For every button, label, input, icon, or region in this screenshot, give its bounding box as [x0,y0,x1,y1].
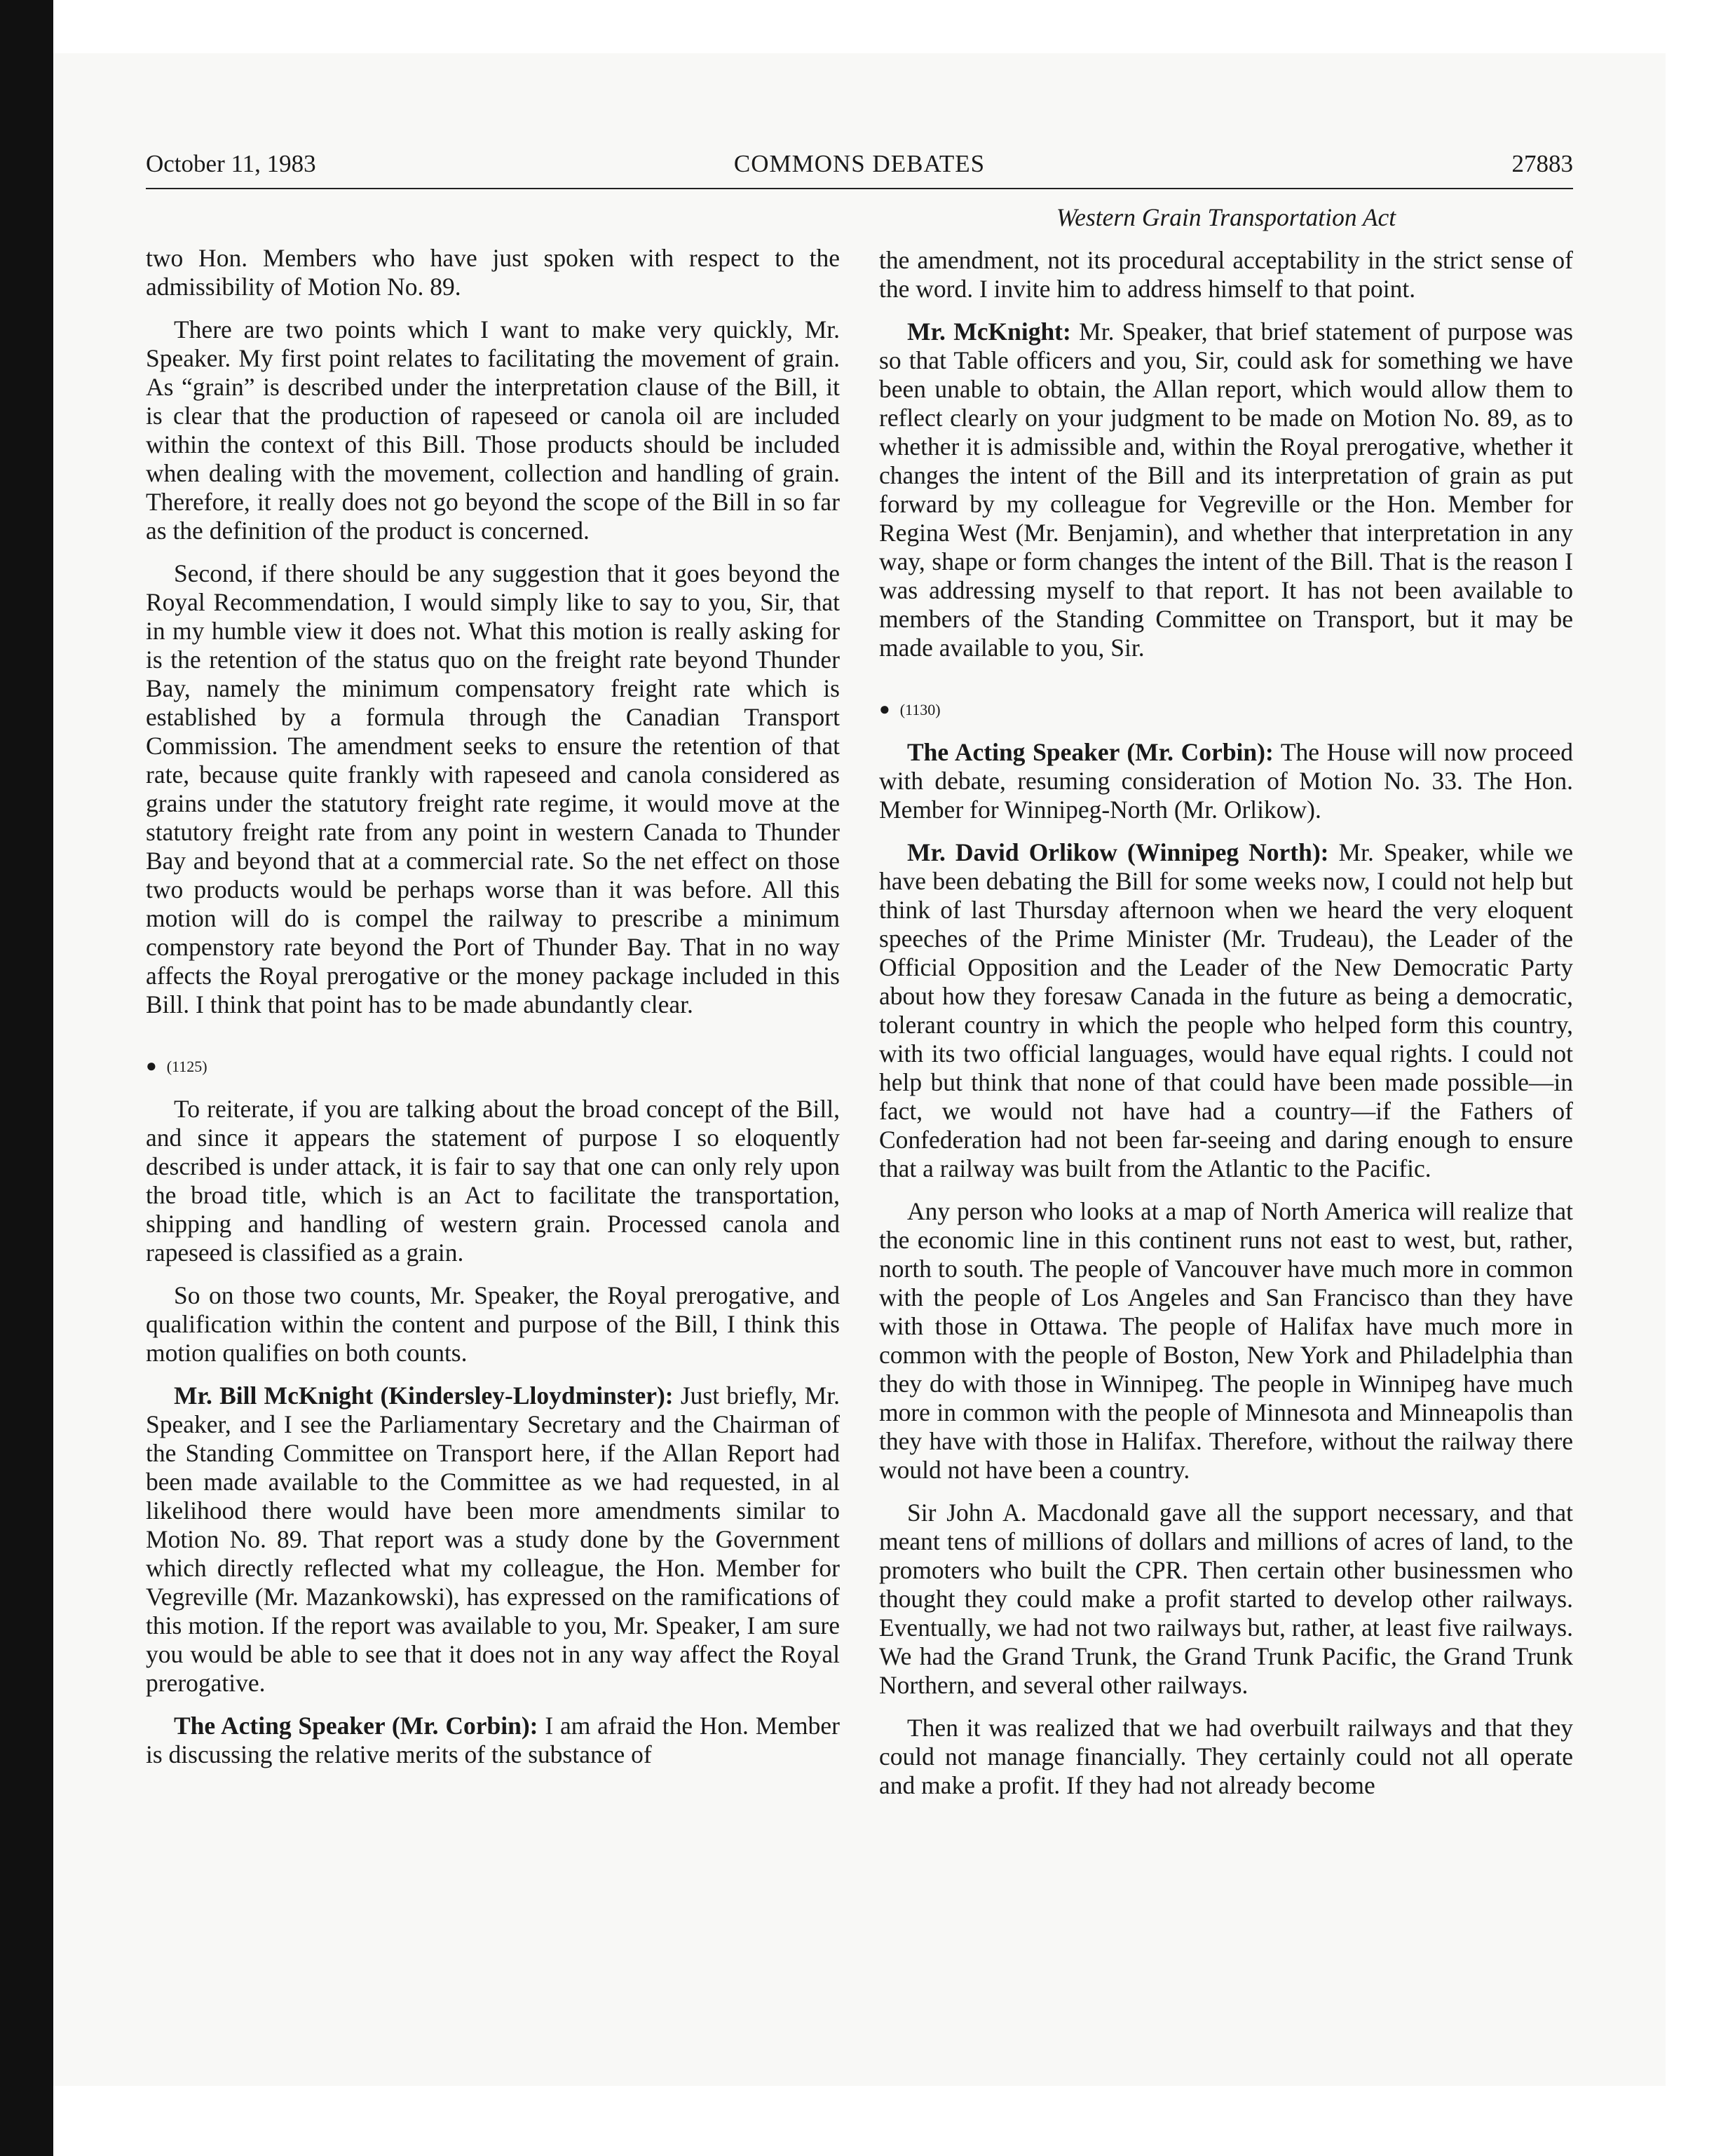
time-marker-label: (1125) [166,1058,207,1075]
header-rule [146,188,1573,189]
speech-paragraph [879,838,1573,1183]
bullet-icon: ● [879,699,890,719]
speech-text: Mr. Speaker, that brief statement of purpose was so that Table officers and you, Sir, could ask for something we have been unable to obtain, the Allan report, which would allow them to reflect clearly on your judgment to be made on Motion No. 89, as to whether it is admissible and, within the Royal prerogative, whether it changes the intent of the Bill and its interpretation of grain as put forward by my colleague for Vegreville or the Hon. Member for Regina West (Mr. Benjamin), and whether that interpretation in any way, shape or form changes the intent of the Bill. That is the reason I was addressing myself to that report. It has not been available to members of the Standing Committee on Transport, but it may be made available to you, Sir. [879,318,1573,662]
speech-paragraph [146,1381,840,1698]
right-column [879,203,1573,1800]
header-page-number: 27883 [1511,150,1573,177]
paragraph: the amendment, not its procedural acceptability in the strict sense of the word. I invite him to address himself to that point. [879,246,1573,303]
speech-text: I am afraid the Hon. Member is discussing the relative merits of the substance of [146,1712,840,1768]
speaker-name: Mr. McKnight: [907,318,1071,346]
scan-left-edge [0,0,53,2156]
page-header [146,150,1573,186]
time-marker [146,1051,840,1081]
speaker-name: The Acting Speaker (Mr. Corbin): [174,1712,538,1740]
paragraph: There are two points which I want to make very quickly, Mr. Speaker. My first point relates to facilitating the movement of grain. As “grain” is described under the interpretation clause of the Bill, it is clear that the production of rapeseed or canola oil are included within the context of this Bill. Those products should be included when dealing with the movement, collection and handling of grain. Therefore, it really does not go beyond the scope of the Bill in so far as the definition of the product is concerned. [146,315,840,545]
paragraph: Sir John A. Macdonald gave all the support necessary, and that meant tens of millions of dollars and millions of acres of land, to the promoters who built the CPR. Then certain other businessmen who thought they could make a profit started to develop other railways. Eventually, we had not two railways but, rather, at least five railways. We had the Grand Trunk, the Grand Trunk Pacific, the Grand Trunk Northern, and several other railways. [879,1499,1573,1699]
header-journal-title: COMMONS DEBATES [733,150,986,177]
speech-text: Just briefly, Mr. Speaker, and I see the Parliamentary Secretary and the Chairman of the Standing Committee on Transport here, if the Allan Report had been made available to the Committee as we had requested, in al likelihood there would have been more amendments similar to Motion No. 89. That report was a study done by the Government which directly reflected what my colleague, the Hon. Member for Vegreville (Mr. Mazankowski), has expressed on the ramifications of this motion. If the report was available to you, Mr. Speaker, I am sure you would be able to see that it does not in any way affect the Royal prerogative. [146,1381,840,1697]
speaker-name: The Acting Speaker (Mr. Corbin): [907,738,1274,766]
running-title: Western Grain Transportation Act [1056,203,1396,231]
speech-text: Mr. Speaker, while we have been debating the Bill for some weeks now, I could not help but think of last Thursday afternoon when we heard the very eloquent speeches of the Prime Minister (Mr. Trudeau), the Leader of the Official Opposition and the Leader of the New Democratic Party about how they foresaw Canada in the future as being a democratic, tolerant country in which the people who helped form this country, with its two official languages, would have equal rights. I could not help but think that none of that could have been made possible—in fact, we would not have had a country—if the Fathers of Confederation had not been far-seeing and daring enough to ensure that a railway was built from the Atlantic to the Pacific. [879,838,1573,1182]
paragraph: So on those two counts, Mr. Speaker, the Royal prerogative, and qualification within the content and purpose of the Bill, I think this motion qualifies on both counts. [146,1281,840,1367]
speaker-name: Mr. Bill McKnight (Kindersley-Lloydminster): [174,1381,674,1410]
time-marker [879,695,1573,724]
paragraph: Then it was realized that we had overbuilt railways and that they could not manage financially. They certainly could not all operate and make a profit. If they had not already become [879,1714,1573,1799]
scan-top-margin [0,0,1735,50]
header-date: October 11, 1983 [146,150,316,177]
time-marker-label: (1130) [899,701,941,718]
paragraph: Any person who looks at a map of North America will realize that the economic line in this continent runs not east to west, but, rather, north to south. The people of Vancouver have much more in common with the people of Los Angeles and San Francisco than they have with those in Ottawa. The people of Halifax have much more in common with the people of Boston, New York and Philadelphia than they do with those in Winnipeg. The people in Winnipeg have much more in common with the people of Minnesota and Minneapolis than they have with those in Halifax. Therefore, without the railway there would not have been a country. [879,1197,1573,1484]
speech-paragraph [879,738,1573,824]
speech-paragraph [879,318,1573,662]
speech-paragraph [146,1712,840,1769]
bullet-icon: ● [146,1056,157,1076]
paragraph: two Hon. Members who have just spoken with respect to the admissibility of Motion No. 89. [146,244,840,301]
paragraph: To reiterate, if you are talking about the broad concept of the Bill, and since it appears the statement of purpose I so eloquently described is under attack, it is fair to say that one can only rely upon the broad title, which is an Act to facilitate the transportation, shipping and handling of western grain. Processed canola and rapeseed is classified as a grain. [146,1095,840,1267]
speech-text: The House will now proceed with debate, resuming consideration of Motion No. 33. The Hon. Member for Winnipeg-North (Mr. Orlikow). [879,738,1573,824]
paragraph: Second, if there should be any suggestion that it goes beyond the Royal Recommendation, I would simply like to say to you, Sir, that in my humble view it does not. What this motion is really asking for is the retention of the status quo on the freight rate beyond Thunder Bay, namely the minimum compensatory freight rate which is established by a formula through the Canadian Transport Commission. The amendment seeks to ensure the retention of that rate, because quite frankly with rapeseed and canola considered as grains under the statutory freight rate regime, it would move at the statutory freight rate from any point in western Canada to Thunder Bay and beyond that at a commercial rate. So the net effect on those two products would be perhaps worse than it was before. All this motion will do is compel the railway to prescribe a minimum compenstory rate beyond the Port of Thunder Bay. That in no way affects the Royal prerogative or the money package included in this Bill. I think that point has to be made abundantly clear. [146,559,840,1018]
speaker-name: Mr. David Orlikow (Winnipeg North): [907,838,1329,866]
left-column [146,244,840,1769]
